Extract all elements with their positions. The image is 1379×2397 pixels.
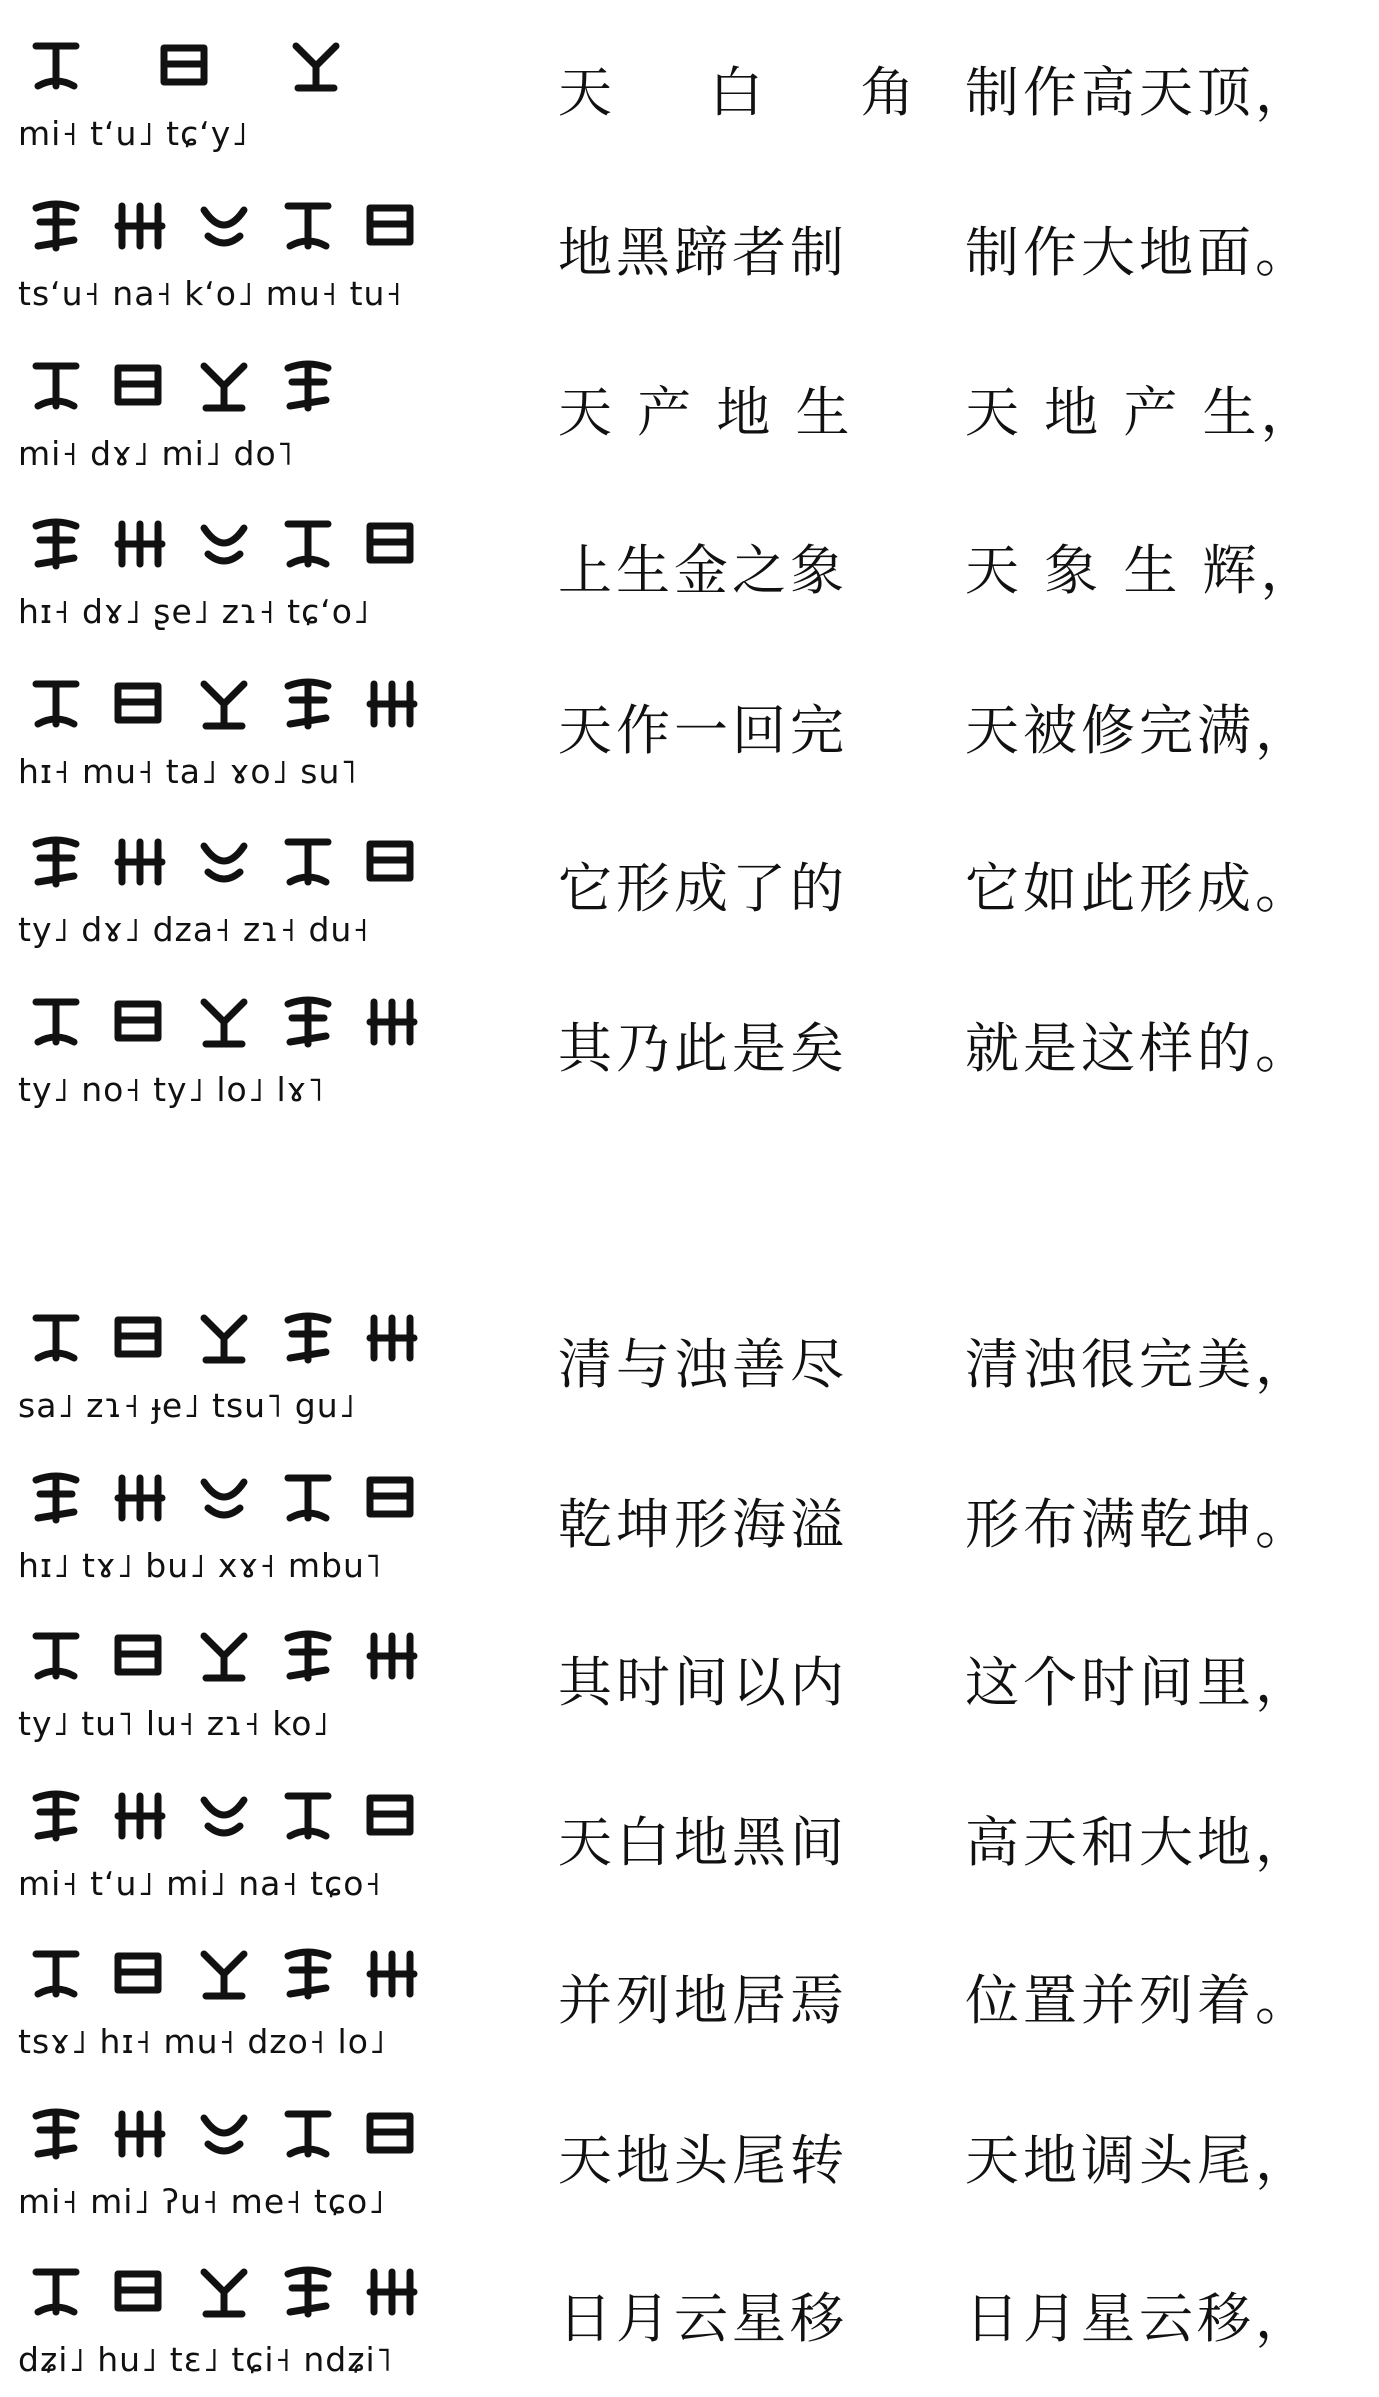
phonetic-transcription: mi˧ mi˩ ʔu˧ me˧ tɕo˩ bbox=[18, 2182, 386, 2221]
verse-row bbox=[0, 968, 1379, 1126]
phonetic-transcription: mi˧ dɤ˩ mi˩ do˥ bbox=[18, 434, 294, 473]
yi-glyph bbox=[370, 208, 410, 242]
yi-glyph bbox=[204, 1318, 244, 1360]
literal-gloss: 其乃此是矣 bbox=[558, 1017, 848, 1080]
phonetic-transcription: ty˩ no˧ ty˩ lo˩ lɤ˥ bbox=[18, 1070, 325, 1109]
yi-glyph bbox=[288, 1634, 328, 1678]
yi-glyph bbox=[288, 2270, 328, 2314]
yi-glyph bbox=[118, 1320, 158, 1354]
nuosu-script-glyphs bbox=[18, 182, 458, 322]
free-translation: 清浊很完美， bbox=[965, 1333, 1313, 1396]
yi-glyph bbox=[288, 1952, 328, 1996]
literal-gloss: 它形成了的 bbox=[558, 857, 848, 920]
nuosu-script-glyphs bbox=[18, 1612, 458, 1752]
literal-gloss: 乾坤形海溢 bbox=[558, 1493, 848, 1556]
yi-glyph bbox=[204, 1954, 244, 1996]
free-translation: 这个时间里， bbox=[965, 1651, 1313, 1714]
yi-glyph bbox=[288, 1316, 328, 1360]
phonetic-transcription: tsɤ˩ hɪ˧ mu˧ dzo˧ lo˩ bbox=[18, 2022, 387, 2061]
phonetic-transcription: tsʻu˧ na˧ kʻo˩ mu˧ tu˧ bbox=[18, 274, 403, 313]
yi-glyph bbox=[36, 1476, 76, 1520]
yi-glyph bbox=[204, 1002, 244, 1044]
yi-glyph bbox=[288, 1796, 328, 1836]
phonetic-transcription: sa˩ zɿ˧ ɟe˩ tsu˥ gu˩ bbox=[18, 1386, 356, 1425]
yi-glyph bbox=[204, 1636, 244, 1678]
yi-glyph bbox=[370, 1636, 414, 1676]
verse-row bbox=[0, 1284, 1379, 1442]
free-translation: 天被修完满， bbox=[965, 699, 1313, 762]
yi-glyph bbox=[36, 1002, 76, 1042]
nuosu-script-glyphs bbox=[18, 342, 458, 482]
verse-row bbox=[0, 332, 1379, 490]
nuosu-script-glyphs bbox=[18, 818, 458, 958]
verse-row bbox=[0, 1920, 1379, 2078]
nuosu-script-glyphs bbox=[18, 500, 458, 640]
yi-glyph bbox=[204, 528, 244, 561]
literal-gloss: 天 产 地 生 bbox=[558, 381, 854, 444]
yi-glyph bbox=[118, 1004, 158, 1038]
free-translation: 制作大地面。 bbox=[965, 221, 1313, 284]
literal-gloss: 地黑蹄者制 bbox=[558, 221, 848, 284]
verse-row bbox=[0, 650, 1379, 808]
phonetic-transcription: ty˩ dɤ˩ dza˧ zɿ˧ du˧ bbox=[18, 910, 370, 949]
yi-glyph bbox=[118, 1796, 162, 1836]
verse-row bbox=[0, 12, 1379, 170]
yi-glyph bbox=[370, 1480, 410, 1514]
verse-row bbox=[0, 490, 1379, 648]
yi-glyph bbox=[288, 524, 328, 564]
yi-glyph bbox=[118, 2274, 158, 2308]
yi-glyph bbox=[288, 1478, 328, 1518]
yi-glyph bbox=[118, 1478, 162, 1518]
yi-glyph bbox=[204, 1800, 244, 1833]
free-translation: 天地调头尾， bbox=[965, 2129, 1313, 2192]
free-translation: 它如此形成。 bbox=[965, 857, 1313, 920]
phonetic-transcription: mi˧ tʻu˩ mi˩ na˧ tɕo˧ bbox=[18, 1864, 382, 1903]
yi-glyph bbox=[36, 1318, 76, 1358]
literal-gloss: 天作一回完 bbox=[558, 699, 848, 762]
yi-glyph bbox=[36, 1954, 76, 1994]
free-translation: 天 地 产 生， bbox=[965, 381, 1319, 444]
free-translation: 高天和大地， bbox=[965, 1811, 1313, 1874]
verse-row bbox=[0, 2080, 1379, 2238]
verse-row bbox=[0, 808, 1379, 966]
yi-glyph bbox=[118, 206, 162, 246]
literal-gloss: 天白地黑间 bbox=[558, 1811, 848, 1874]
yi-glyph bbox=[36, 840, 76, 884]
literal-gloss: 天 白 角 bbox=[558, 61, 955, 124]
yi-glyph bbox=[118, 2114, 162, 2154]
phonetic-transcription: hɪ˧ dɤ˩ ʂe˩ zɿ˧ tɕʻo˩ bbox=[18, 592, 371, 631]
yi-glyph bbox=[370, 2272, 414, 2312]
nuosu-script-glyphs bbox=[18, 1294, 458, 1434]
nuosu-script-glyphs bbox=[18, 1454, 458, 1594]
yi-glyph bbox=[370, 1798, 410, 1832]
yi-glyph bbox=[370, 1002, 414, 1042]
verse-row bbox=[0, 1762, 1379, 1920]
yi-glyph bbox=[370, 1954, 414, 1994]
yi-glyph bbox=[204, 1482, 244, 1515]
phonetic-transcription: ty˩ tu˥ lu˧ zɿ˧ ko˩ bbox=[18, 1704, 330, 1743]
yi-glyph bbox=[370, 684, 414, 724]
free-translation: 就是这样的。 bbox=[965, 1017, 1313, 1080]
yi-glyph bbox=[204, 210, 244, 243]
yi-glyph bbox=[36, 684, 76, 724]
literal-gloss: 清与浊善尽 bbox=[558, 1333, 848, 1396]
yi-glyph bbox=[36, 204, 76, 248]
literal-gloss: 天地头尾转 bbox=[558, 2129, 848, 2192]
free-translation: 日月星云移， bbox=[965, 2287, 1313, 2350]
yi-glyph bbox=[288, 2114, 328, 2154]
phonetic-transcription: hɪ˧ mu˧ ta˩ ɤo˩ su˥ bbox=[18, 752, 358, 791]
literal-gloss: 日月云星移 bbox=[558, 2287, 848, 2350]
yi-glyph bbox=[36, 46, 76, 86]
literal-gloss: 上生金之象 bbox=[558, 539, 848, 602]
yi-glyph bbox=[118, 368, 158, 402]
yi-glyph bbox=[288, 364, 328, 408]
free-translation: 形布满乾坤。 bbox=[965, 1493, 1313, 1556]
literal-gloss: 其时间以内 bbox=[558, 1651, 848, 1714]
yi-glyph bbox=[36, 1794, 76, 1838]
yi-glyph bbox=[204, 2118, 244, 2151]
yi-glyph bbox=[288, 682, 328, 726]
yi-glyph bbox=[288, 206, 328, 246]
phonetic-transcription: hɪ˩ tɤ˩ bu˩ xɤ˧ mbu˥ bbox=[18, 1546, 383, 1585]
yi-glyph bbox=[204, 366, 244, 408]
yi-glyph bbox=[118, 686, 158, 720]
free-translation: 位置并列着。 bbox=[965, 1969, 1313, 2032]
yi-glyph bbox=[36, 522, 76, 566]
literal-gloss: 并列地居焉 bbox=[558, 1969, 848, 2032]
nuosu-script-glyphs bbox=[18, 978, 458, 1118]
nuosu-script-glyphs bbox=[18, 2090, 458, 2230]
yi-glyph bbox=[370, 2116, 410, 2150]
yi-glyph bbox=[118, 1956, 158, 1990]
yi-glyph bbox=[118, 524, 162, 564]
yi-glyph bbox=[204, 684, 244, 726]
yi-glyph bbox=[36, 1636, 76, 1676]
nuosu-script-glyphs bbox=[18, 2248, 458, 2388]
free-translation: 天 象 生 辉， bbox=[965, 539, 1319, 602]
yi-glyph bbox=[288, 1000, 328, 1044]
verse-row bbox=[0, 1444, 1379, 1602]
verse-row bbox=[0, 1602, 1379, 1760]
phonetic-transcription: mi˧ tʻu˩ tɕʻy˩ bbox=[18, 114, 249, 153]
verse-row bbox=[0, 172, 1379, 330]
yi-glyph bbox=[164, 48, 204, 82]
nuosu-script-glyphs bbox=[18, 1930, 458, 2070]
yi-glyph bbox=[118, 842, 162, 882]
verse-row bbox=[0, 2238, 1379, 2396]
yi-glyph bbox=[288, 842, 328, 882]
yi-glyph bbox=[370, 844, 410, 878]
phonetic-transcription: dʑi˩ hu˩ tɛ˩ tɕi˧ ndʑi˥ bbox=[18, 2340, 393, 2379]
yi-glyph bbox=[204, 2272, 244, 2314]
yi-glyph bbox=[296, 46, 336, 88]
yi-glyph bbox=[36, 2272, 76, 2312]
nuosu-script-glyphs bbox=[18, 22, 458, 162]
yi-glyph bbox=[204, 846, 244, 879]
yi-glyph bbox=[118, 1638, 158, 1672]
yi-glyph bbox=[370, 526, 410, 560]
nuosu-script-glyphs bbox=[18, 660, 458, 800]
yi-glyph bbox=[36, 366, 76, 406]
nuosu-script-glyphs bbox=[18, 1772, 458, 1912]
free-translation: 制作高天顶， bbox=[965, 61, 1313, 124]
yi-glyph bbox=[36, 2112, 76, 2156]
yi-glyph bbox=[370, 1318, 414, 1358]
